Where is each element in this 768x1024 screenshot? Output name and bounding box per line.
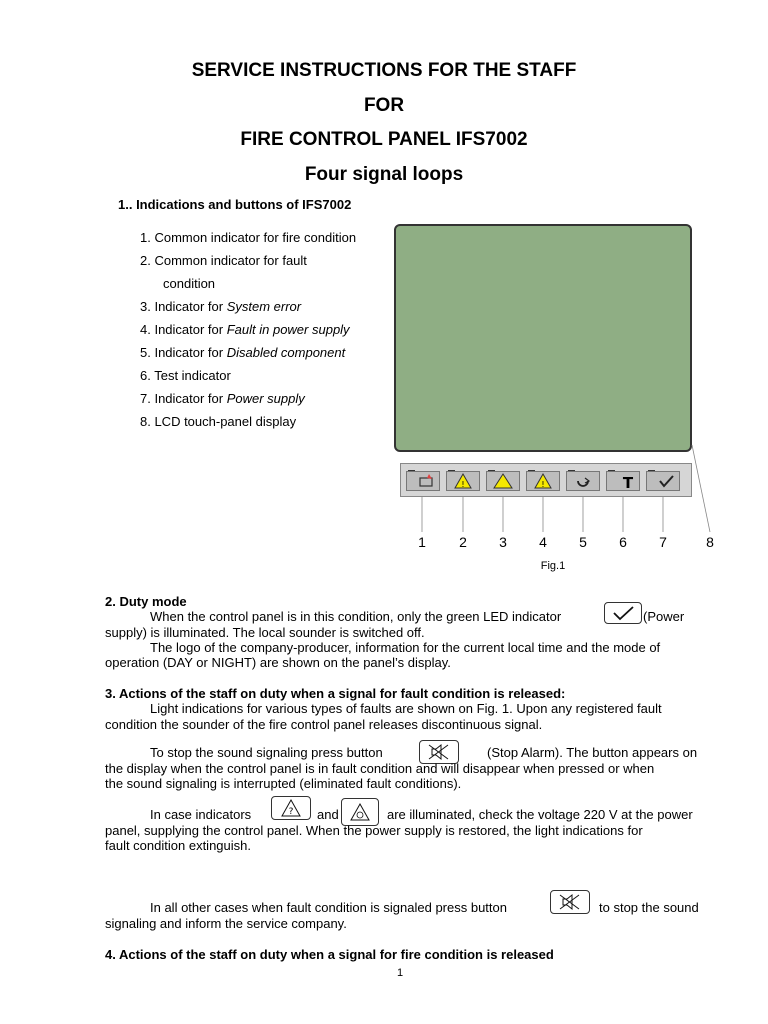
- section-3-text: to stop the sound: [599, 900, 699, 915]
- section-2-text: When the control panel is in this condition, only the green LED indicator: [150, 609, 562, 624]
- section-3-text: the display when the control panel is in fault condition and will disappear when pressed or when: [105, 761, 655, 776]
- section-2-text: supply) is illuminated. The local sounder is switched off.: [105, 625, 425, 640]
- svg-text:T: T: [622, 474, 634, 490]
- section-1-heading: 1.. Indications and buttons of IFS7002: [118, 197, 352, 212]
- section-2-text: operation (DAY or NIGHT) are shown on the panel’s display.: [105, 655, 451, 670]
- list-item: 1. Common indicator for fire condition: [140, 230, 357, 245]
- check-icon: [605, 603, 641, 623]
- power-supply-button[interactable]: [604, 602, 642, 624]
- section-3-heading: 3. Actions of the staff on duty when a signal for fault condition is released:: [105, 686, 566, 701]
- section-3-text: In all other cases when fault condition is signaled press button: [150, 900, 507, 915]
- section-3-text: signaling and inform the service company.: [105, 916, 347, 931]
- list-item: 2. Common indicator for fault: [140, 253, 307, 268]
- list-item: 3. Indicator for System error: [140, 299, 302, 314]
- fault-indicator-icon: [271, 796, 311, 820]
- section-3-text: (Stop Alarm). The button appears on: [487, 745, 698, 760]
- figure-number: 3: [499, 534, 507, 550]
- section-2-text: (Power: [643, 609, 685, 624]
- section-3-text: condition the sounder of the fire control panel releases discontinuous signal.: [105, 717, 543, 732]
- section-3-text: Light indications for various types of faults are shown on Fig. 1. Upon any registered fault: [150, 701, 662, 716]
- page-number: 1: [396, 967, 404, 979]
- figure-number: 5: [579, 534, 587, 550]
- svg-text:!: !: [461, 480, 465, 489]
- list-item: 4. Indicator for Fault in power supply: [140, 322, 350, 337]
- figure-number: 2: [459, 534, 467, 550]
- section-3-text: the sound signaling is interrupted (eliminated fault conditions).: [105, 776, 462, 791]
- section-3-text: panel, supplying the control panel. When the power supply is restored, the light indications for: [105, 823, 643, 838]
- stop-alarm-button[interactable]: [550, 890, 590, 914]
- svg-text:?: ?: [288, 807, 294, 817]
- figure-number: 6: [619, 534, 627, 550]
- title-line-4: Four signal loops: [304, 164, 464, 185]
- warning-icon: [272, 797, 310, 819]
- section-3-text: fault condition extinguish.: [105, 838, 251, 853]
- title-line-3: FIRE CONTROL PANEL IFS7002: [240, 129, 528, 150]
- section-3-text: To stop the sound signaling press button: [150, 745, 383, 760]
- list-item: 5. Indicator for Disabled component: [140, 345, 346, 360]
- figure-number: 4: [539, 534, 547, 550]
- figure-caption: Fig.1: [540, 560, 566, 572]
- figure-number: 1: [418, 534, 426, 550]
- section-2-heading: 2. Duty mode: [105, 594, 187, 609]
- title-line-1: SERVICE INSTRUCTIONS FOR THE STAFF: [191, 60, 577, 81]
- section-2-text: The logo of the company-producer, information for the current local time and the mode of: [150, 640, 661, 655]
- section-4-heading: 4. Actions of the staff on duty when a signal for fire condition is released: [105, 947, 554, 962]
- list-item: 6. Test indicator: [140, 368, 231, 383]
- list-item: condition: [163, 276, 216, 291]
- speaker-muted-icon: [420, 741, 458, 763]
- warning-icon: [342, 799, 378, 825]
- figure-number: 7: [659, 534, 667, 550]
- list-item: 8. LCD touch-panel display: [140, 414, 297, 429]
- section-3-text: are illuminated, check the voltage 220 V at the power: [387, 807, 693, 822]
- svg-text:!: !: [541, 480, 545, 489]
- list-item: 7. Indicator for Power supply: [140, 391, 305, 406]
- section-3-text: In case indicators: [150, 807, 252, 822]
- title-line-2: FOR: [363, 95, 405, 116]
- power-fault-indicator-icon: [341, 798, 379, 826]
- speaker-muted-icon: [551, 891, 589, 913]
- figure-number: 8: [706, 534, 714, 550]
- section-3-text: and: [317, 807, 339, 822]
